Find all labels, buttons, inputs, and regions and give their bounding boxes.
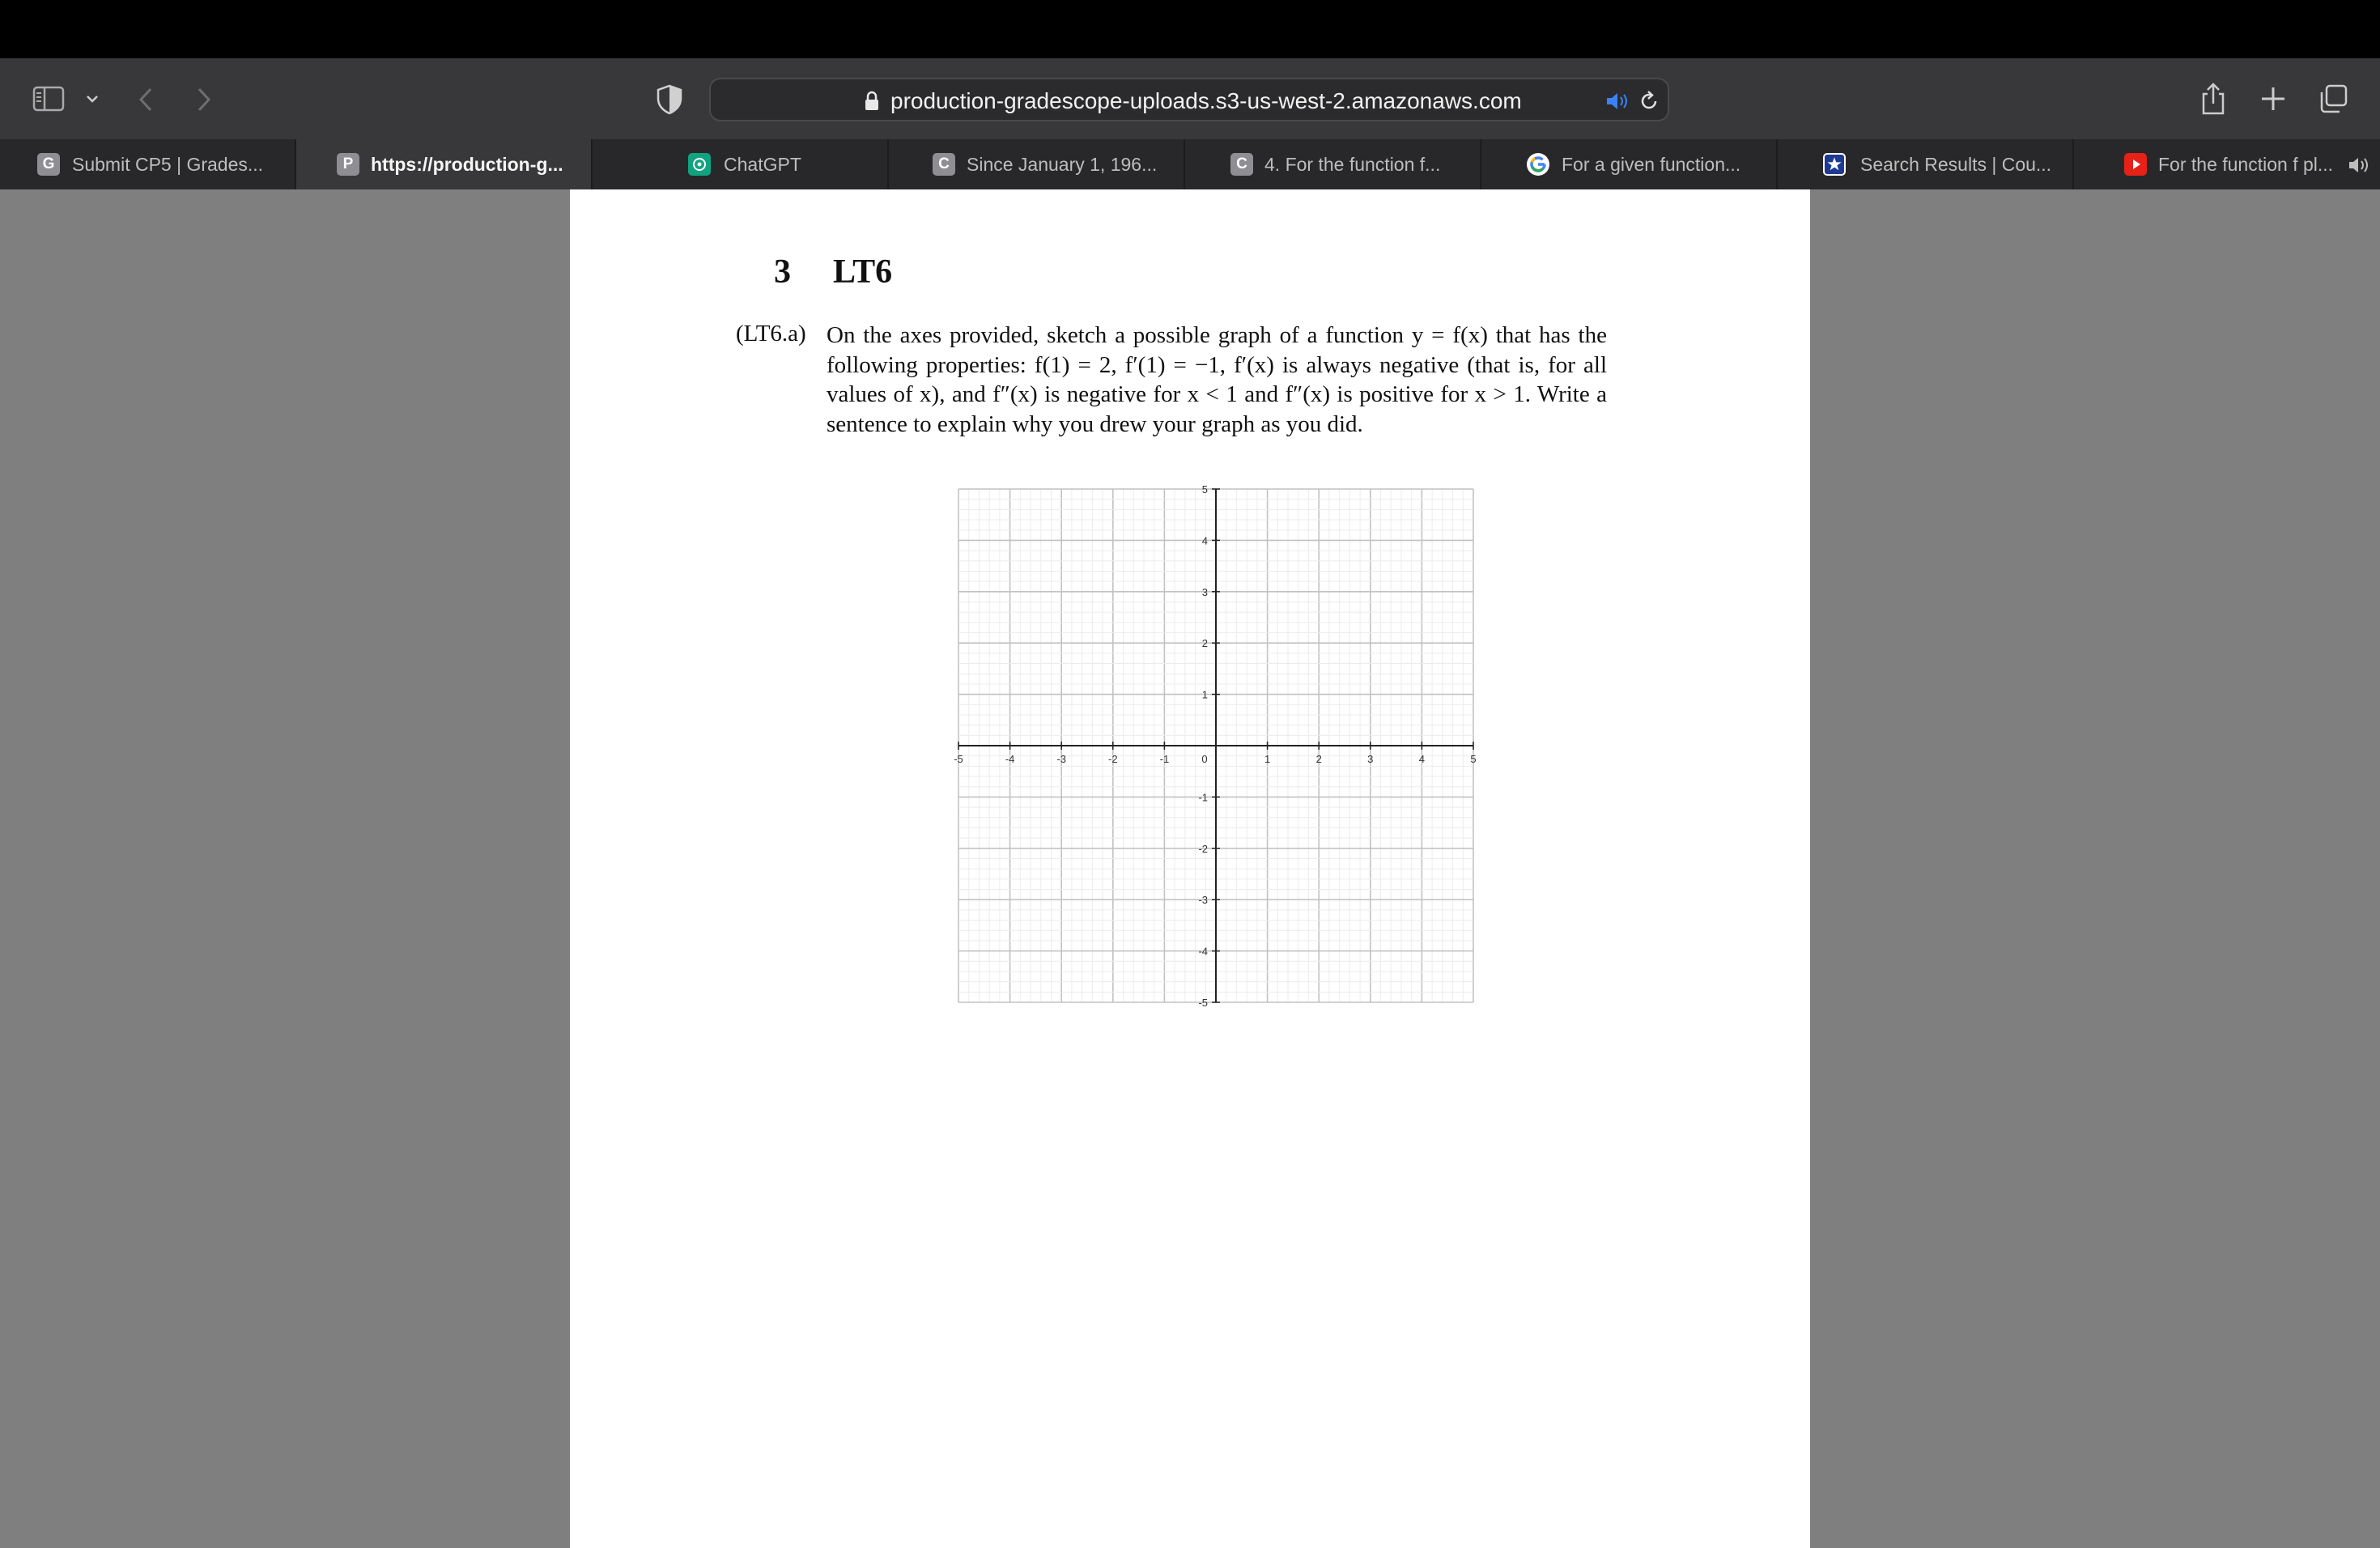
x-tick-label: 0 <box>1201 753 1208 765</box>
y-tick-label: 1 <box>1201 688 1208 701</box>
x-tick-label: 5 <box>1470 753 1477 765</box>
question-label: (LT6.a) <box>736 321 806 347</box>
tab-title: ChatGPT <box>724 154 801 175</box>
tab-for-a-given-function[interactable] <box>1481 139 1778 189</box>
address-bar[interactable] <box>709 78 1669 121</box>
tab-search-results[interactable] <box>1778 139 2074 189</box>
tab-title: Since January 1, 196... <box>967 154 1158 175</box>
y-tick-label: 3 <box>1201 585 1208 598</box>
privacy-shield-icon[interactable] <box>656 84 683 115</box>
tab-submit-cp5[interactable] <box>0 139 296 189</box>
y-tick-label: -4 <box>1198 945 1208 958</box>
tab-audio-icon[interactable] <box>2347 155 2371 176</box>
tab-since-january[interactable] <box>889 139 1185 189</box>
x-tick-label: -4 <box>1005 753 1015 765</box>
pdf-page <box>570 189 1810 1548</box>
menu-bar-area <box>0 0 2380 58</box>
tab-overview-icon[interactable] <box>2317 83 2349 115</box>
section-number: 3 <box>774 253 791 291</box>
x-tick-label: 4 <box>1418 753 1426 765</box>
tab-title: 4. For the function f... <box>1264 154 1441 175</box>
share-icon[interactable] <box>2199 81 2228 117</box>
youtube-icon <box>2124 153 2147 176</box>
y-tick-label: 2 <box>1201 637 1208 650</box>
x-tick-label: 1 <box>1264 753 1271 765</box>
chevron-down-icon[interactable] <box>84 91 100 107</box>
y-tick-label: 5 <box>1201 484 1208 495</box>
back-icon[interactable] <box>134 86 157 113</box>
y-tick-label: -1 <box>1198 791 1208 804</box>
google-icon <box>1527 153 1549 176</box>
section-title: LT6 <box>833 253 893 291</box>
blank-axes-grid <box>950 484 1481 1007</box>
speaker-icon[interactable] <box>1604 89 1630 113</box>
lock-icon <box>863 91 881 112</box>
c-favicon-icon: C <box>933 153 955 176</box>
x-tick-label: -5 <box>954 753 963 765</box>
y-tick-label: -3 <box>1198 894 1208 907</box>
y-tick-label: -5 <box>1198 997 1208 1007</box>
tab-title: Submit CP5 | Grades... <box>72 154 264 175</box>
address-url[interactable]: production-gradescope-uploads.s3-us-west-2.amazonaws.com <box>890 88 1522 113</box>
tab-chatgpt[interactable] <box>593 139 889 189</box>
gradescope-favicon-icon: G <box>37 153 60 176</box>
reload-icon[interactable] <box>1637 89 1661 113</box>
tab-for-the-function[interactable] <box>1185 139 1481 189</box>
tab-title: For a given function... <box>1562 154 1741 175</box>
y-tick-label: 4 <box>1201 534 1208 547</box>
forward-icon[interactable] <box>193 86 215 113</box>
y-tick-label: -2 <box>1198 842 1208 855</box>
x-tick-label: 2 <box>1315 753 1322 765</box>
x-tick-label: 3 <box>1367 753 1374 765</box>
tab-title: Search Results | Cou... <box>1860 154 2052 175</box>
browser-toolbar <box>0 58 2380 139</box>
star-icon <box>1823 153 1846 176</box>
x-tick-label: -2 <box>1108 753 1118 765</box>
x-tick-label: -3 <box>1056 753 1066 765</box>
sidebar-icon[interactable] <box>32 86 65 112</box>
new-tab-icon[interactable] <box>2259 84 2288 113</box>
tab-bar <box>0 139 2380 189</box>
x-tick-label: -1 <box>1159 753 1170 765</box>
c-favicon-icon: C <box>1230 153 1253 176</box>
tab-youtube[interactable] <box>2074 139 2380 189</box>
tab-title: https://production-g... <box>371 154 563 175</box>
question-text: On the axes provided, sketch a possible graph of a function y = f(x) that has the following properties: f(1) = 2, f′(1) = −1, f′(x) is always negative (that is, for all values of x), and f″(x) is negative for x < 1 and f″(x) is positive for x > 1. Write a sentence to explain why you drew your graph as you did. <box>827 322 1607 437</box>
p-favicon-icon: P <box>337 153 359 176</box>
chatgpt-icon <box>688 153 711 176</box>
tab-production-gradescope[interactable] <box>296 139 593 189</box>
tab-title: For the function f pl... <box>2158 154 2334 175</box>
